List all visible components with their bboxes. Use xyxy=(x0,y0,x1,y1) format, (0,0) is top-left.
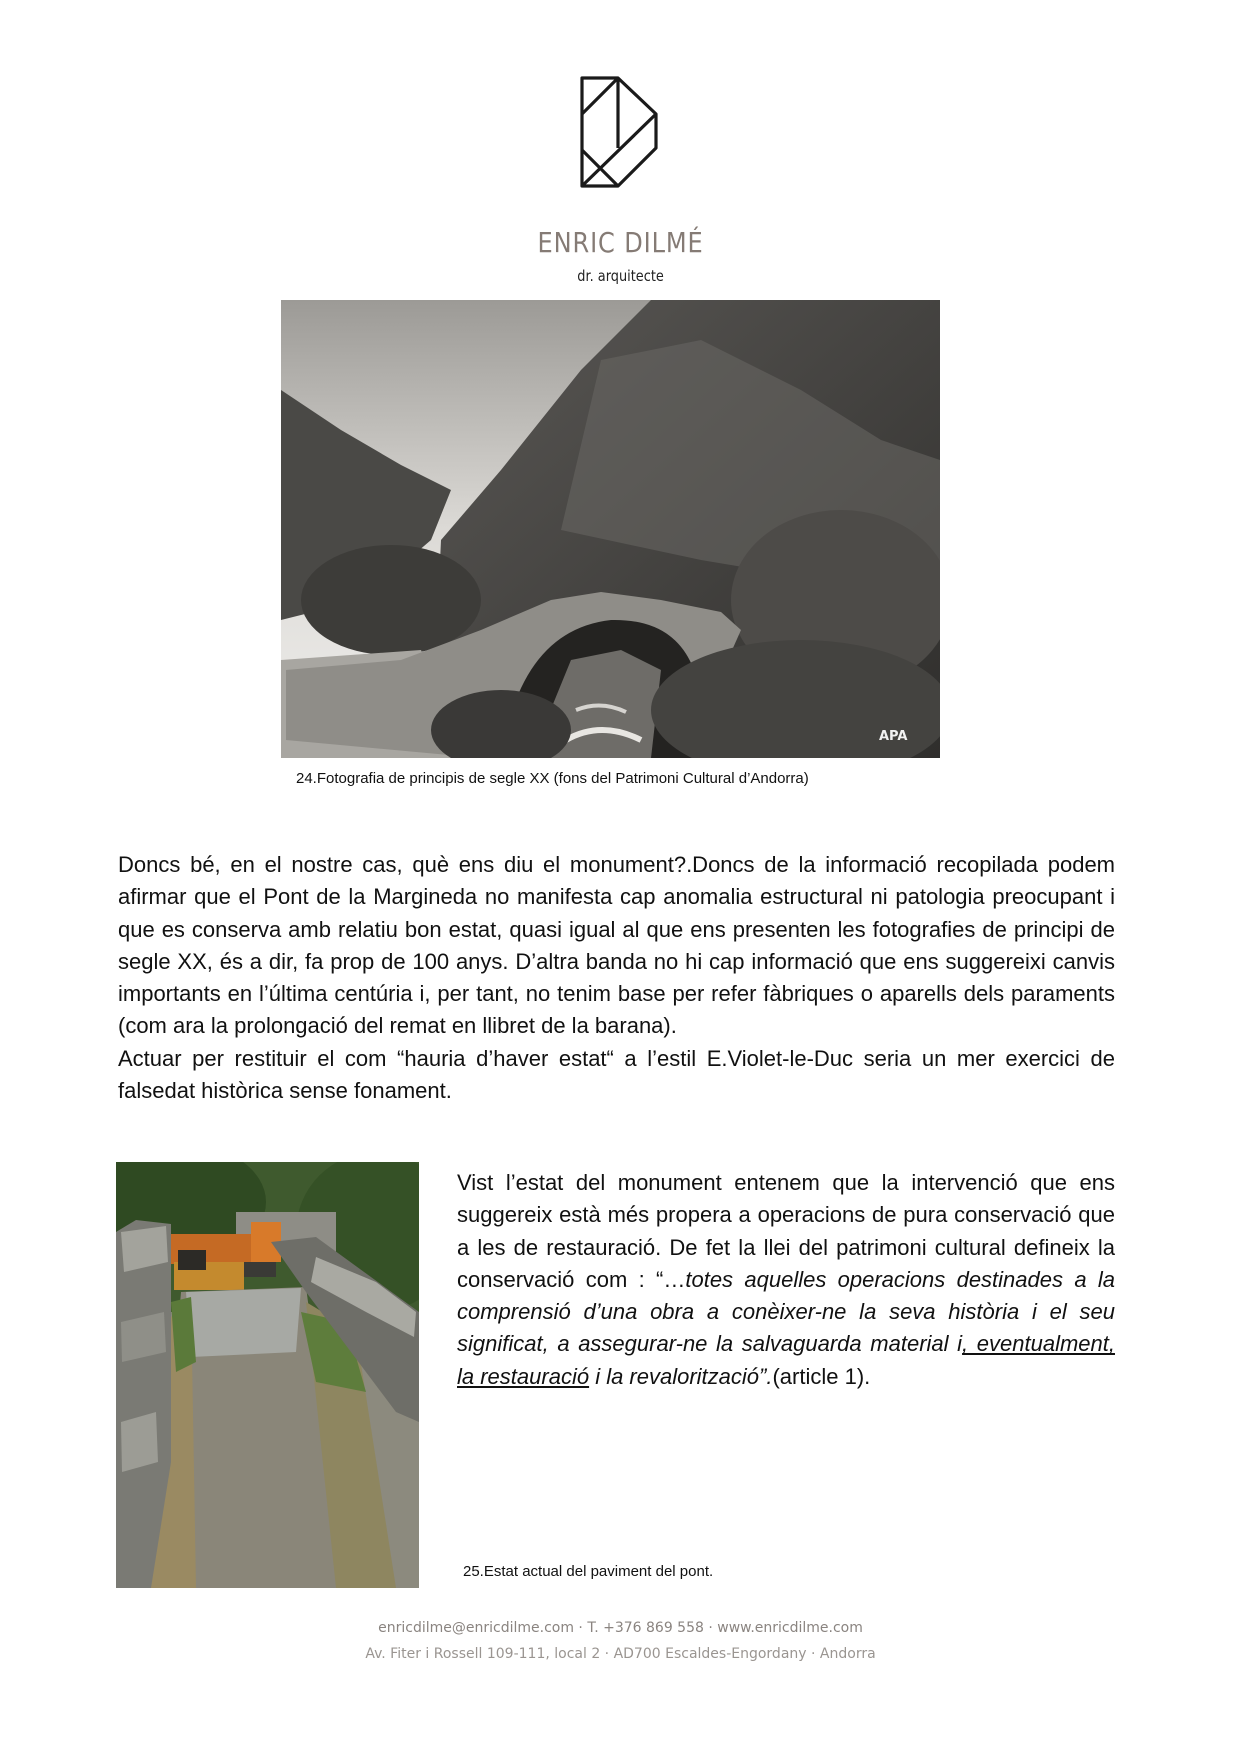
law-reference: (article 1). xyxy=(772,1363,871,1389)
law-quote: totes aquelles operacions destinades a la comprensió d’una obra a conèixer-ne la seva història i el seu significat, a assegurar-ne la salvaguarda material i xyxy=(457,1266,1115,1357)
conservation-intro: Vist l’estat del monument entenem que la intervenció que ens suggereix està més propera a operacions de pura conservació que a les de restauració. De fet la llei del patrimoni cultural defineix la conservació com : “… xyxy=(457,1170,1115,1292)
brand-subtitle: dr. arquitecte xyxy=(577,267,664,285)
figure-25-caption: 25.Estat actual del paviment del pont. xyxy=(463,1563,714,1580)
logo-d-icon xyxy=(580,76,658,188)
body-paragraph-2: Actuar per restituir el com “hauria d’haver estat“ a l’estil E.Violet-le-Duc seria un mer exercici de falsedat històrica sense fonament. xyxy=(118,1045,1115,1104)
historic-bridge-photo xyxy=(281,300,940,758)
footer-address: Av. Fiter i Rossell 109-111, local 2 · AD700 Escaldes-Engordany · Andorra xyxy=(365,1646,876,1662)
conservation-text xyxy=(457,1167,1115,1393)
apa-watermark: APA xyxy=(879,729,908,744)
figure-24-caption: 24.Fotografia de principis de segle XX (fons del Patrimoni Cultural d’Andorra) xyxy=(296,770,809,787)
body-text xyxy=(118,849,1115,1107)
body-paragraph-1: Doncs bé, en el nostre cas, què ens diu el monument?.Doncs de la informació recopilada podem afirmar que el Pont de la Margineda no manifesta cap anomalia estructural ni patologia preocupant i que es conserva amb relatiu bon estat, quasi igual al que ens presenten les fotografies de principi de segle XX, és a dir, fa prop de 100 anys. D’altra banda no hi cap informació que ens suggereixi canvis importants en l’última centúria i, per tant, no tenim base per refer fàbriques o aparells dels paraments (com ara la prolongació del remat en llibret de la barana). xyxy=(118,852,1115,1039)
footer-contact: enricdilme@enricdilme.com · T. +376 869 558 · www.enricdilme.com xyxy=(378,1620,863,1636)
law-quote-underlined: , eventualment, la restauració xyxy=(457,1331,1115,1389)
brand-name: ENRIC DILMÉ xyxy=(537,226,704,259)
current-bridge-deck-photo xyxy=(116,1162,419,1588)
law-quote-end: i la revalorització”. xyxy=(589,1363,773,1389)
